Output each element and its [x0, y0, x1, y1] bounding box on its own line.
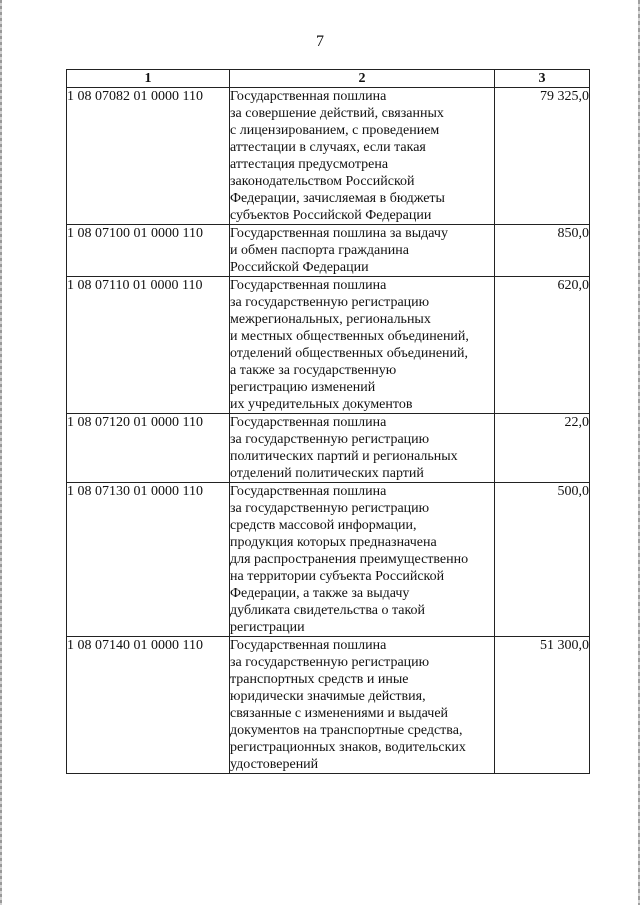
revenue-name-line: на территории субъекта Российской: [230, 569, 445, 584]
budget-code-cell: 1 08 07120 01 0000 110: [67, 414, 230, 483]
revenue-name-line: Государственная пошлина: [230, 638, 387, 653]
revenue-name-line: и обмен паспорта гражданина: [230, 243, 409, 258]
amount-cell: 51 300,0: [495, 637, 590, 774]
header-row: [67, 70, 590, 88]
table-row: [67, 88, 590, 225]
budget-code-cell: 1 08 07082 01 0000 110: [67, 88, 230, 225]
revenue-name-line: документов на транспортные средства,: [230, 723, 463, 738]
amount-cell: 620,0: [495, 277, 590, 414]
revenue-name-line: межрегиональных, региональных: [230, 312, 431, 327]
revenue-name-cell: [230, 637, 495, 774]
revenue-name-line: Государственная пошлина за выдачу: [230, 226, 448, 241]
column-header-amount: 3: [495, 70, 590, 88]
revenue-name-line: регистрации: [230, 620, 305, 635]
column-header-name: 2: [230, 70, 495, 88]
revenue-name-line: Федерации, зачисляемая в бюджеты: [230, 191, 445, 206]
revenue-name-line: отделений политических партий: [230, 466, 424, 481]
revenue-name-line: регистрационных знаков, водительских: [230, 740, 466, 755]
revenue-name-line: за государственную регистрацию: [230, 501, 430, 516]
revenue-name-line: дубликата свидетельства о такой: [230, 603, 426, 618]
revenue-name-line: средств массовой информации,: [230, 518, 417, 533]
revenue-name-line: за совершение действий, связанных: [230, 106, 444, 121]
table-row: [67, 225, 590, 277]
revenue-name-line: аттестация предусмотрена: [230, 157, 389, 172]
revenue-name-line: за государственную регистрацию: [230, 655, 430, 670]
amount-cell: 850,0: [495, 225, 590, 277]
revenue-table: [66, 69, 590, 774]
budget-code-cell: 1 08 07110 01 0000 110: [67, 277, 230, 414]
revenue-name-cell: [230, 277, 495, 414]
revenue-name-line: за государственную регистрацию: [230, 295, 430, 310]
budget-code-cell: 1 08 07140 01 0000 110: [67, 637, 230, 774]
page-number: 7: [316, 33, 324, 50]
revenue-name-cell: [230, 225, 495, 277]
amount-cell: 79 325,0: [495, 88, 590, 225]
budget-code-cell: 1 08 07100 01 0000 110: [67, 225, 230, 277]
revenue-name-line: и местных общественных объединений,: [230, 329, 469, 344]
revenue-name-line: юридически значимые действия,: [230, 689, 426, 704]
revenue-name-line: с лицензированием, с проведением: [230, 123, 440, 138]
revenue-name-line: Российской Федерации: [230, 260, 369, 275]
revenue-name-cell: [230, 414, 495, 483]
revenue-name-line: для распространения преимущественно: [230, 552, 469, 567]
column-header-code: 1: [67, 70, 230, 88]
scan-edge-left: [0, 0, 2, 905]
revenue-name-line: а также за государственную: [230, 363, 397, 378]
budget-code-cell: 1 08 07130 01 0000 110: [67, 483, 230, 637]
revenue-name-line: их учредительных документов: [230, 397, 413, 412]
table-body: [67, 88, 590, 774]
table-row: [67, 483, 590, 637]
revenue-name-line: субъектов Российской Федерации: [230, 208, 432, 223]
revenue-name-cell: [230, 88, 495, 225]
table-row: [67, 414, 590, 483]
revenue-name-line: Государственная пошлина: [230, 89, 387, 104]
table-header: [67, 70, 590, 88]
table-row: [67, 637, 590, 774]
amount-cell: 500,0: [495, 483, 590, 637]
revenue-name-line: удостоверений: [230, 757, 319, 772]
revenue-name-line: отделений общественных объединений,: [230, 346, 469, 361]
revenue-name-line: за государственную регистрацию: [230, 432, 430, 447]
revenue-name-line: политических партий и региональных: [230, 449, 458, 464]
revenue-name-line: Государственная пошлина: [230, 484, 387, 499]
revenue-name-line: Государственная пошлина: [230, 278, 387, 293]
revenue-name-cell: [230, 483, 495, 637]
revenue-name-line: аттестации в случаях, если такая: [230, 140, 426, 155]
revenue-name-line: законодательством Российской: [230, 174, 415, 189]
revenue-name-line: транспортных средств и иные: [230, 672, 409, 687]
revenue-name-line: Федерации, а также за выдачу: [230, 586, 410, 601]
revenue-name-line: продукция которых предназначена: [230, 535, 437, 550]
revenue-name-line: связанные с изменениями и выдачей: [230, 706, 449, 721]
revenue-name-line: Государственная пошлина: [230, 415, 387, 430]
amount-cell: 22,0: [495, 414, 590, 483]
table-row: [67, 277, 590, 414]
revenue-name-line: регистрацию изменений: [230, 380, 376, 395]
